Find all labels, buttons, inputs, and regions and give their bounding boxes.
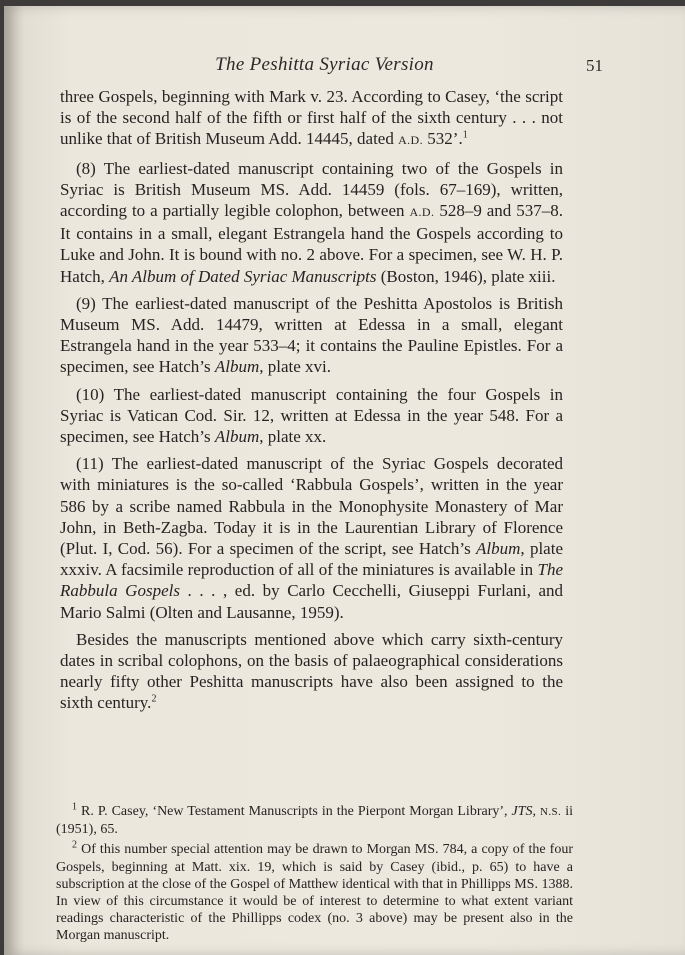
text-run: Of this number special attention may be drawn to Morgan MS. 784, a copy of the four Gospels, beginning at Matt. xix. 19, which is said by Casey (ibid., p. 65) to have a subscription at the close of the Gospel of Matthew identical with that in Phillipps MS. 1388. In view of this circumstance it would be of interest to determine to what extent variant readings characteristic of the Phillipps codex (no. 3 above) may be present also in the Morgan manuscript.: [56, 842, 573, 944]
text-run: . . . , ed. by Carlo Cecchelli, Giuseppi Furlani, and Mario Salmi (Olten and Lausanne, 1959).: [60, 581, 563, 622]
footnote-1: [56, 803, 573, 838]
body-text: [60, 86, 563, 720]
item-number: (8): [76, 158, 96, 178]
italic-title: Album: [476, 539, 521, 559]
text-run: R. P. Casey, ‘New Testament Manuscripts in the Pierpont Morgan Library’,: [77, 804, 512, 819]
text-run: ,: [532, 804, 541, 819]
text-run: , plate xvi.: [259, 357, 331, 377]
book-page: [4, 6, 685, 955]
italic-title: The Rabbula Gospels: [60, 560, 563, 601]
text-run: The earliest-dated manuscript of the Syriac Gospels decorated with miniatures is the so-called ‘Rabbula Gospels’, written in the year 586 by a scribe named Rabbula in the Monophysite Monastery of Mar John, in Beth-Zagba. Today it is in the Laurentian Library of Florence (Plut. I, Cod. 56). For a specimen of the script, see Hatch’s: [60, 454, 563, 559]
paragraph-item-9: [60, 293, 563, 378]
text-run: , plate xxxiv. A facsimile reproduction of all of the miniatures is available in: [60, 539, 563, 580]
footnotes: [56, 803, 573, 948]
text-run: The earliest-dated manuscript containing the four Gospels in Syriac is Vatican Cod. Sir. 12, written at Edessa in the year 548. For a specimen, see Hatch’s: [60, 384, 563, 447]
footnote-mark: 1: [72, 801, 77, 813]
italic-title: An Album of Dated Syriac Manuscripts: [109, 266, 377, 286]
text-run: , plate xx.: [259, 427, 327, 447]
page-number: 51: [586, 56, 603, 75]
running-title: The Peshitta Syriac Version: [215, 54, 434, 75]
italic-title: Album: [214, 357, 260, 377]
italic-title: Album: [214, 427, 260, 447]
footnote-ref[interactable]: 1: [462, 129, 468, 141]
footnote-ref[interactable]: 2: [151, 693, 157, 705]
italic-title: JTS: [511, 804, 533, 819]
paragraph-summary: [60, 629, 563, 714]
small-caps-text: A.D.: [409, 205, 435, 220]
paragraph-continuation: [60, 86, 563, 152]
item-number: (10): [76, 384, 105, 404]
item-number: (11): [76, 454, 104, 474]
page-header: [64, 54, 603, 80]
text-run: 528–9 and 537–8. It contains in a small, elegant Estrangela hand the Gospels according to Luke and John. It is bound with no. 2 above. For a specimen, see W. H. P. Hatch,: [60, 201, 563, 286]
text-run: ii (1951), 65.: [56, 804, 574, 838]
text-run: three Gospels, beginning with Mark v. 23. According to Casey, ‘the script is of the second half of the fifth or first half of the sixth century . . . not unlike that of British Museum Add. 14445, dated: [60, 87, 563, 149]
text-run: Besides the manuscripts mentioned above which carry sixth-century dates in scribal colophons, on the basis of palaeographical considerations nearly fifty other Peshitta manuscripts have also been assigned to the sixth century.: [60, 629, 563, 713]
paragraph-item-8: [60, 158, 563, 287]
small-caps-text: N.S.: [540, 806, 562, 818]
text-run: The earliest-dated manuscript of the Peshitta Apostolos is British Museum MS. Add. 14479, written at Edessa in a small, elegant Estrangela hand in the year 533–4; it contains the Pauline Epistles. For a specimen, see Hatch’s: [60, 293, 563, 377]
small-caps-text: A.D.: [398, 133, 424, 148]
text-run: The earliest-dated manuscript containing two of the Gospels in Syriac is British Museum MS. Add. 14459 (fols. 67–169), written, according to a partially legible colophon, between: [60, 158, 563, 221]
paragraph-item-11: [60, 453, 563, 623]
item-number: (9): [76, 293, 96, 313]
footnote-2: [56, 841, 573, 944]
text-run: 532’.: [423, 129, 463, 149]
text-run: (Boston, 1946), plate xiii.: [376, 266, 556, 286]
footnote-mark: 2: [72, 839, 77, 851]
paragraph-item-10: [60, 384, 563, 448]
